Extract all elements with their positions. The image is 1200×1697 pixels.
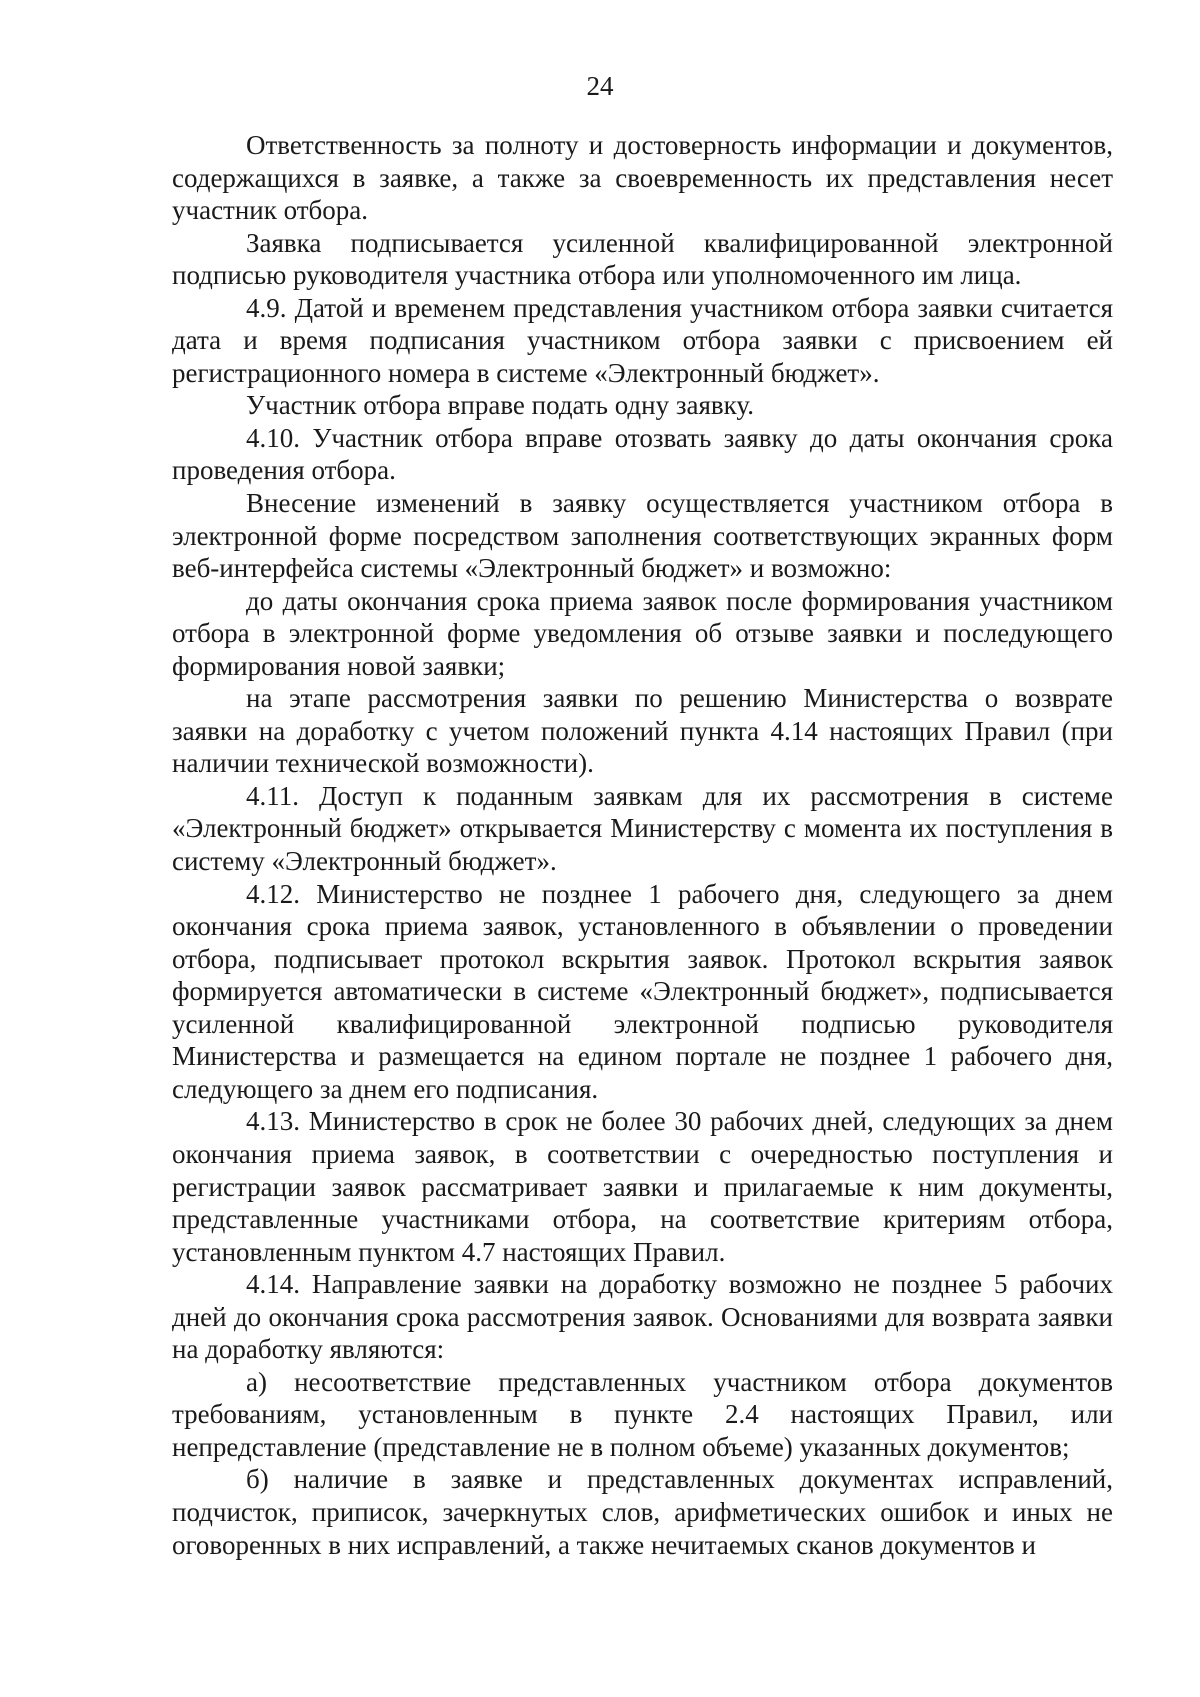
paragraph-responsibility: Ответственность за полноту и достоверность информации и документов, содержащихся в заявке, а также за своевременность их представления несет участник отбора. bbox=[172, 130, 1113, 226]
paragraph-4-13: 4.13. Министерство в срок не более 30 рабочих дней, следующих за днем окончания приема заявок, в соответствии с очередностью поступления и регистрации заявок рассматривает заявки и прилагаемые к ним документы, представленные участниками отбора, на соответствие критериям отбора, установленным пунктом 4.7 настоящих Правил. bbox=[172, 1106, 1113, 1267]
paragraph-signature: Заявка подписывается усиленной квалифицированной электронной подписью руководителя участника отбора или уполномоченного им лица. bbox=[172, 227, 1113, 291]
paragraph-before-deadline: до даты окончания срока приема заявок после формирования участником отбора в электронной форме уведомления об отзыве заявки и последующего формирования новой заявки; bbox=[172, 585, 1113, 681]
paragraph-item-a: а) несоответствие представленных участником отбора документов требованиям, установленным в пункте 2.4 настоящих Правил, или непредставление (представление не в полном объеме) указанных документов; bbox=[172, 1366, 1113, 1462]
paragraph-item-b: б) наличие в заявке и представленных документах исправлений, подчисток, приписок, зачеркнутых слов, арифметических ошибок и иных не оговоренных в них исправлений, а также нечитаемых сканов документов и bbox=[172, 1464, 1113, 1560]
page-number: 24 bbox=[586, 71, 614, 101]
paragraph-4-9: 4.9. Датой и временем представления участником отбора заявки считается дата и время подписания участником отбора заявки с присвоением ей регистрационного номера в системе «Электронный бюджет». bbox=[172, 292, 1113, 388]
paragraph-changes: Внесение изменений в заявку осуществляется участником отбора в электронной форме посредством заполнения соответствующих экранных форм веб-интерфейса системы «Электронный бюджет» и возможно: bbox=[172, 488, 1113, 584]
paragraph-review-stage: на этапе рассмотрения заявки по решению Министерства о возврате заявки на доработку с учетом положений пункта 4.14 настоящих Правил (при наличии технической возможности). bbox=[172, 683, 1113, 779]
document-body bbox=[172, 129, 1113, 1561]
paragraph-4-14: 4.14. Направление заявки на доработку возможно не позднее 5 рабочих дней до окончания срока рассмотрения заявок. Основаниями для возврата заявки на доработку являются: bbox=[172, 1269, 1113, 1365]
paragraph-4-12: 4.12. Министерство не позднее 1 рабочего дня, следующего за днем окончания срока приема заявок, установленного в объявлении о проведении отбора, подписывает протокол вскрытия заявок. Протокол вскрытия заявок формируется автоматически в системе «Электронный бюджет», подписывается усиленной квалифицированной электронной подписью руководителя Министерства и размещается на едином портале не позднее 1 рабочего дня, следующего за днем его подписания. bbox=[172, 878, 1113, 1104]
paragraph-4-11: 4.11. Доступ к поданным заявкам для их рассмотрения в системе «Электронный бюджет» открывается Министерству с момента их поступления в систему «Электронный бюджет». bbox=[172, 780, 1113, 877]
paragraph-one-application: Участник отбора вправе подать одну заявку. bbox=[246, 390, 754, 421]
paragraph-4-10: 4.10. Участник отбора вправе отозвать заявку до даты окончания срока проведения отбора. bbox=[172, 422, 1113, 486]
